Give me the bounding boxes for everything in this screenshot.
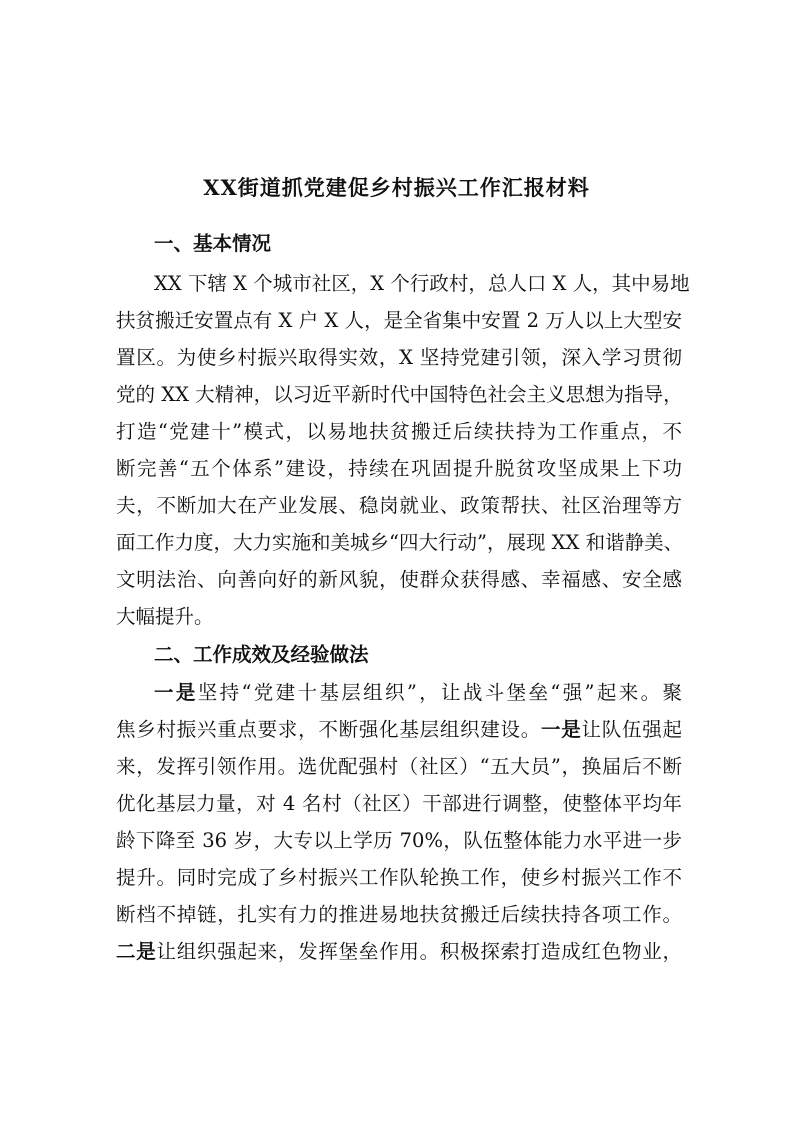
body-line: [154, 679, 682, 707]
emphasis-lead: 二是: [116, 940, 157, 963]
body-text: 让组织强起来，发挥堡垒作用。积极探索打造成红色物业，: [156, 940, 682, 963]
emphasis-lead: 一是: [154, 681, 198, 704]
body-line: 置区。为使乡村振兴取得实效，X 坚持党建引领，深入学习贯彻: [116, 346, 682, 369]
body-line: [116, 938, 682, 966]
document-title: XX街道抓党建促乡村振兴工作汇报材料: [203, 175, 590, 200]
body-line: 断完善“五个体系”建设，持续在巩固提升脱贫攻坚成果上下功: [116, 457, 682, 480]
body-line: 来，发挥引领作用。选优配强村（社区）“五大员”，换届后不断: [116, 755, 682, 778]
body-line: 断档不掉链，扎实有力的推进易地扶贫搬迁后续扶持各项工作。: [116, 903, 682, 926]
body-line: 龄下降至 36 岁，大专以上学历 70%，队伍整体能力水平进一步: [116, 829, 682, 852]
body-line: [116, 716, 682, 744]
body-line: 文明法治、向善向好的新风貌，使群众获得感、幸福感、安全感: [116, 568, 682, 591]
body-text: 坚持“党建十基层组织”，让战斗堡垒“强”起来。聚: [197, 681, 682, 704]
body-line: 提升。同时完成了乡村振兴工作队轮换工作，使乡村振兴工作不: [116, 866, 682, 889]
body-line: 夫，不断加大在产业发展、稳岗就业、政策帮扶、社区治理等方: [116, 494, 682, 517]
body-line: 打造“党建十”模式，以易地扶贫搬迁后续扶持为工作重点，不: [116, 420, 682, 443]
section-heading-achievements: 二、工作成效及经验做法: [154, 643, 369, 666]
body-line: 扶贫搬迁安置点有 X 户 X 人，是全省集中安置 2 万人以上大型安: [116, 309, 682, 332]
body-line: 面工作力度，大力实施和美城乡“四大行动”，展现 XX 和谐静美、: [116, 531, 684, 554]
emphasis-lead: 一是: [541, 718, 582, 741]
section-heading-basic: 一、基本情况: [154, 232, 272, 255]
body-line: 大幅提升。: [116, 605, 214, 628]
body-line: 优化基层力量，对 4 名村（社区）干部进行调整，使整体平均年: [116, 792, 682, 815]
body-line: XX 下辖 X 个城市社区，X 个行政村，总人口 X 人，其中易地: [154, 272, 690, 295]
body-text: 焦乡村振兴重点要求，不断强化基层组织建设。: [116, 718, 542, 741]
body-text: 让队伍强起: [581, 718, 682, 741]
body-line: 党的 XX 大精神，以习近平新时代中国特色社会主义思想为指导，: [116, 383, 683, 406]
